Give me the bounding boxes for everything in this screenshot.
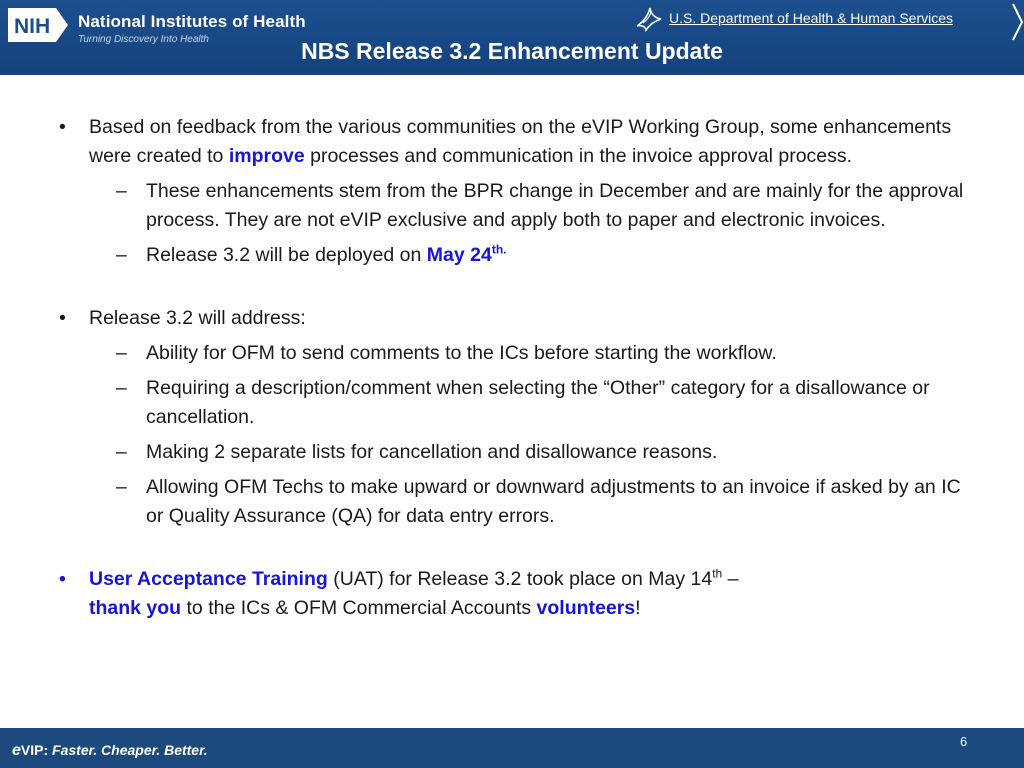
sub-bullet-text: These enhancements stem from the BPR change in December and are mainly for the approval process. They are not eVIP exclusive and apply both to paper and electronic invoices.: [146, 180, 964, 231]
dash-mark: –: [116, 441, 127, 463]
bullet-feedback: [59, 113, 969, 171]
dash-mark: –: [116, 244, 127, 266]
dash-mark: –: [116, 377, 127, 399]
bullet-text: Based on feedback from the various communities on the eVIP Working Group, some enhancements were created to: [89, 116, 952, 167]
bullet-text: to the ICs & OFM Commercial Accounts: [181, 597, 537, 619]
highlight-improve: improve: [228, 145, 305, 167]
highlight-volunteers: volunteers: [536, 597, 636, 619]
highlight-date: May 24: [426, 244, 492, 266]
bullet-release-address: [59, 304, 969, 333]
sub-bullet-ofm-comments: [116, 339, 968, 368]
slide-content: [0, 113, 1024, 623]
sub-bullet-adjustments: [116, 473, 968, 531]
sub-bullet-lists: [116, 438, 968, 467]
bullet-text: processes and communication in the invoice approval process.: [304, 145, 853, 167]
bullet-text: Release 3.2 will address:: [89, 307, 306, 329]
bullet-text: –: [722, 568, 739, 590]
highlight-thank-you: thank you: [89, 597, 182, 619]
sub-bullet-text: Release 3.2 will be deployed on: [146, 244, 427, 266]
footer-slogan-text: Faster. Cheaper. Better.: [48, 742, 208, 758]
page-number: 6: [960, 734, 968, 749]
bullet-sup: th: [712, 566, 723, 581]
dash-mark: –: [116, 342, 127, 364]
org-tagline: Turning Discovery Into Health: [78, 34, 209, 45]
sub-bullet-text: Requiring a description/comment when selecting the “Other” category for a disallowance or cancellation.: [146, 377, 930, 428]
header-bar: [0, 0, 1024, 75]
bullet-mark: •: [59, 568, 66, 590]
footer-vip: VIP:: [20, 742, 49, 758]
dash-mark: –: [116, 476, 127, 498]
bullet-text: (UAT) for Release 3.2 took place on May 14: [327, 568, 713, 590]
nih-logo-text: NIH: [14, 15, 51, 38]
org-name: National Institutes of Health: [78, 12, 306, 31]
footer-bar: [0, 728, 1024, 768]
highlight-date-sup: th.: [491, 242, 507, 257]
sub-bullet-description: [116, 374, 968, 432]
sub-bullet-bpr: [116, 177, 968, 235]
bullet-mark: •: [59, 307, 66, 329]
footer-slogan: [12, 742, 208, 760]
sub-bullet-text: Making 2 separate lists for cancellation and disallowance reasons.: [146, 441, 718, 463]
bullet-mark: •: [59, 116, 66, 138]
hhs-eagle-icon: [634, 4, 664, 32]
bullet-text: !: [635, 597, 641, 619]
footer-e: e: [12, 742, 21, 759]
highlight-uat: User Acceptance Training: [89, 568, 328, 590]
dash-mark: –: [116, 180, 127, 202]
slide-title: NBS Release 3.2 Enhancement Update: [301, 38, 723, 64]
sub-bullet-text: Ability for OFM to send comments to the ICs before starting the workflow.: [146, 342, 777, 364]
sub-bullet-deploy: [116, 241, 968, 270]
bullet-uat: [59, 565, 969, 623]
sub-bullet-text: Allowing OFM Techs to make upward or downward adjustments to an invoice if asked by an IC or Quality Assurance (QA) for data entry errors.: [146, 476, 961, 527]
chevron-right-icon: [1010, 2, 1024, 42]
hhs-link[interactable]: U.S. Department of Health & Human Services: [669, 10, 954, 26]
